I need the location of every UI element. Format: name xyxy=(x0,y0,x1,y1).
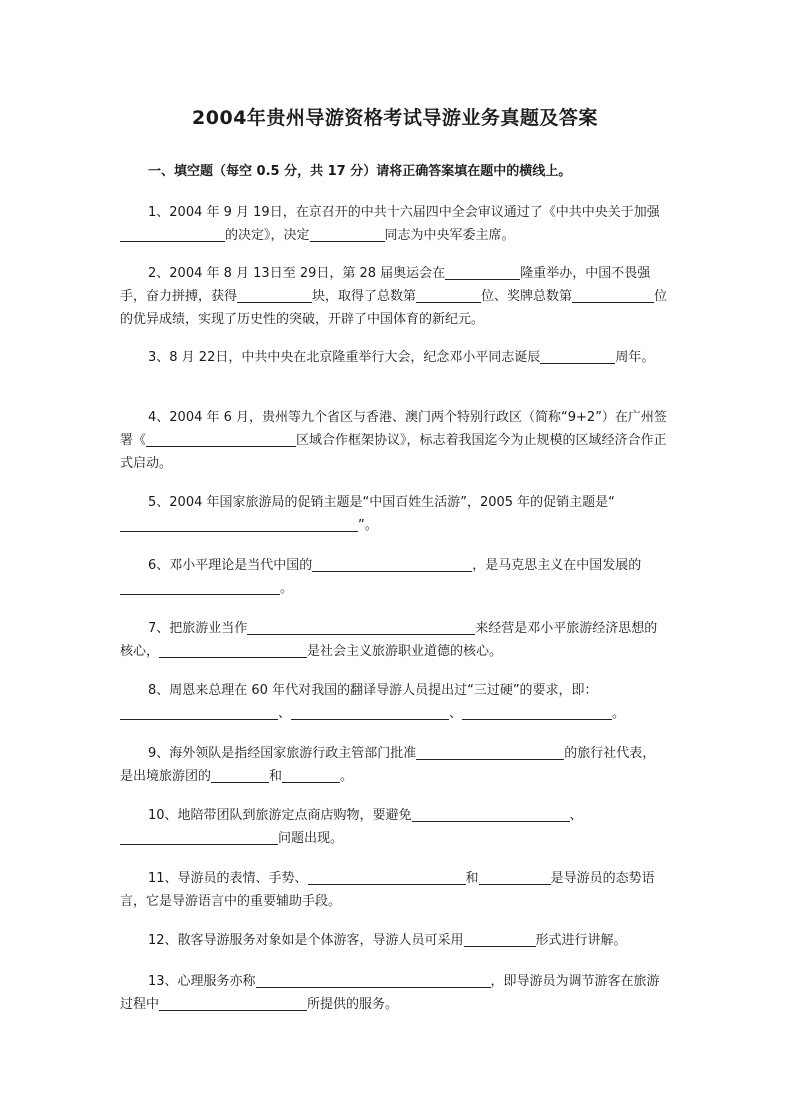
answer-blank[interactable] xyxy=(310,226,385,242)
answer-blank[interactable] xyxy=(479,869,551,885)
answer-blank[interactable] xyxy=(540,348,615,364)
question-text: 、 xyxy=(449,706,463,721)
answer-blank[interactable] xyxy=(308,869,466,885)
question-text: 块，取得了总数第 xyxy=(312,289,417,304)
question-text: 位的优异成绩，实现了历史性的突破，开辟了中国体育的新纪元。 xyxy=(120,289,668,327)
answer-blank[interactable] xyxy=(572,287,654,303)
question-text: 来经营是邓小平旅游经济思想的核心， xyxy=(120,621,658,659)
question-text: 9、海外领队是指经国家旅游行政主管部门批准 xyxy=(148,746,417,761)
answer-blank[interactable] xyxy=(282,767,340,783)
answer-blank[interactable] xyxy=(120,579,280,595)
question-1 xyxy=(120,201,668,247)
question-2 xyxy=(120,262,668,331)
question-text: 13、心理服务亦称 xyxy=(148,974,256,989)
question-text: ，是马克思主义在中国发展的 xyxy=(472,558,642,573)
question-text: 6、邓小平理论是当代中国的 xyxy=(148,558,313,573)
question-text: 同志为中央军委主席。 xyxy=(384,228,515,243)
question-4 xyxy=(120,406,668,475)
answer-blank[interactable] xyxy=(146,431,296,447)
question-text: 4、2004 年 6 月，贵州等九个省区与香港、澳门两个特别行政区（简称“9+2”）在广州签署《 xyxy=(120,410,667,448)
question-text: ”。 xyxy=(358,518,378,533)
question-text: 位、奖牌总数第 xyxy=(481,289,573,304)
answer-blank[interactable] xyxy=(120,516,358,532)
answer-blank[interactable] xyxy=(159,642,307,658)
question-text: 12、散客导游服务对象如是个体游客，导游人员可采用 xyxy=(148,933,464,948)
question-text: 隆重举办，中国不畏强手，奋力拼搏，获得 xyxy=(120,266,651,304)
question-12 xyxy=(120,929,668,952)
question-9 xyxy=(120,742,668,788)
page-title: 2004年贵州导游资格考试导游业务真题及答案 xyxy=(192,107,598,129)
question-text: ，即导游员为调节游客在旅游过程中 xyxy=(120,974,660,1012)
question-3 xyxy=(120,346,668,369)
question-text: 问题出现。 xyxy=(278,831,344,846)
question-text: 、 xyxy=(569,808,583,823)
answer-blank[interactable] xyxy=(291,704,449,720)
answer-blank[interactable] xyxy=(416,744,564,760)
answer-blank[interactable] xyxy=(416,287,481,303)
question-text: 。 xyxy=(280,581,294,596)
question-text: 和 xyxy=(465,871,479,886)
answer-blank[interactable] xyxy=(312,556,472,572)
question-text: 是社会主义旅游职业道德的核心。 xyxy=(307,644,503,659)
question-text: 、 xyxy=(278,706,292,721)
question-text: 5、2004 年国家旅游局的促销主题是“中国百姓生活游”，2005 年的促销主题是“ xyxy=(148,495,615,510)
answer-blank[interactable] xyxy=(462,704,612,720)
answer-blank[interactable] xyxy=(445,264,520,280)
question-text: 7、把旅游业当作 xyxy=(148,621,248,636)
question-text: 3、8 月 22日，中共中央在北京隆重举行大会，纪念邓小平同志诞辰 xyxy=(148,350,541,365)
answer-blank[interactable] xyxy=(412,806,570,822)
question-text: 1、2004 年 9 月 19日，在京召开的中共十六届四中全会审议通过了《中共中央关于加强 xyxy=(148,205,660,220)
question-8 xyxy=(120,679,668,725)
answer-blank[interactable] xyxy=(464,931,536,947)
question-text: 。 xyxy=(340,769,354,784)
question-text: 2、2004 年 8 月 13日至 29日，第 28 届奥运会在 xyxy=(148,266,446,281)
answer-blank[interactable] xyxy=(159,995,307,1011)
question-7 xyxy=(120,617,668,663)
question-text: 的旅行社代表，是出境旅游团的 xyxy=(120,746,656,784)
answer-blank[interactable] xyxy=(237,287,312,303)
question-text: 8、周恩来总理在 60 年代对我国的翻译导游人员提出过“三过硬”的要求，即： xyxy=(148,683,598,698)
question-6 xyxy=(120,554,668,600)
question-10 xyxy=(120,804,668,850)
question-11 xyxy=(120,867,668,913)
question-13 xyxy=(120,970,668,1016)
answer-blank[interactable] xyxy=(256,972,491,988)
answer-blank[interactable] xyxy=(120,829,278,845)
question-text: 周年。 xyxy=(615,350,655,365)
section-heading: 一、填空题（每空 0.5 分，共 17 分）请将正确答案填在题中的横线上。 xyxy=(148,164,572,179)
answer-blank[interactable] xyxy=(120,226,225,242)
question-text: 。 xyxy=(612,706,626,721)
question-5 xyxy=(120,491,668,537)
question-text: 和 xyxy=(269,769,283,784)
answer-blank[interactable] xyxy=(120,704,278,720)
question-text: 11、导游员的表情、手势、 xyxy=(148,871,308,886)
question-text: 所提供的服务。 xyxy=(307,997,399,1012)
question-text: 区域合作框架协议》，标志着我国迄今为止规模的区域经济合作正式启动。 xyxy=(120,433,667,471)
question-text: 10、地陪带团队到旅游定点商店购物，要避免 xyxy=(148,808,412,823)
answer-blank[interactable] xyxy=(247,619,475,635)
question-text: 的决定》，决定 xyxy=(225,228,310,243)
question-text: 是导游员的态势语言，它是导游语言中的重要辅助手段。 xyxy=(120,871,655,909)
question-text: 形式进行讲解。 xyxy=(535,933,627,948)
answer-blank[interactable] xyxy=(211,767,269,783)
